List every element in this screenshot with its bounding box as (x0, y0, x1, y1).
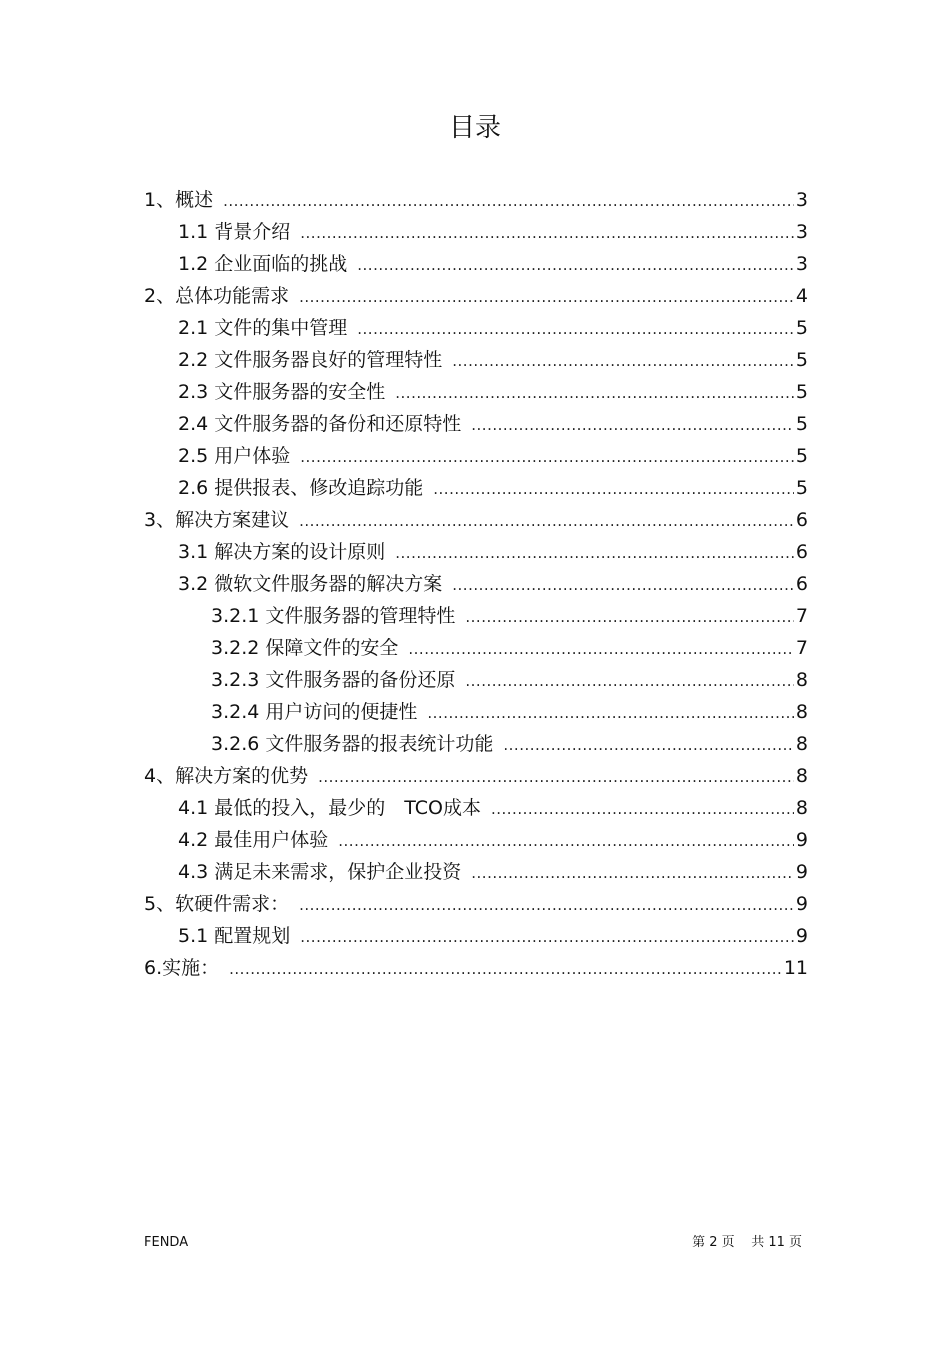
page-title: 目录 (448, 113, 501, 143)
toc-dot-leader (299, 281, 794, 313)
toc-dot-leader (465, 665, 794, 697)
toc-dot-leader (300, 441, 794, 473)
toc-entry-label: 5.1 配置规划 (178, 925, 291, 947)
toc-entry-label: 3.1 解决方案的设计原则 (178, 541, 386, 563)
toc-entry[interactable] (144, 216, 808, 248)
toc-entry-page: 9 (795, 925, 808, 947)
toc-dot-leader (491, 793, 794, 825)
toc-dot-leader (465, 601, 794, 633)
toc-entry[interactable] (144, 408, 808, 440)
toc-entry-label: 3、解决方案建议 (144, 509, 290, 531)
toc-entry-label: 1.1 背景介绍 (178, 221, 291, 243)
toc-entry[interactable] (144, 792, 808, 824)
toc-entry[interactable] (144, 440, 808, 472)
toc-entry-page: 5 (795, 413, 808, 435)
toc-entry-page: 5 (795, 445, 808, 467)
toc-entry-label: 1.2 企业面临的挑战 (178, 253, 348, 275)
toc-entry[interactable] (144, 760, 808, 792)
toc-entry-label: 2、总体功能需求 (144, 285, 290, 307)
toc-entry[interactable] (144, 376, 808, 408)
toc-entry-page: 9 (795, 829, 808, 851)
toc-dot-leader (452, 569, 794, 601)
toc-entry-page: 8 (795, 669, 808, 691)
toc-dot-leader (338, 825, 794, 857)
toc-entry-label: 4.2 最佳用户体验 (178, 829, 329, 851)
toc-entry-page: 8 (795, 765, 808, 787)
toc-dot-leader (357, 313, 794, 345)
toc-entry[interactable] (144, 952, 808, 984)
toc-dot-leader (395, 377, 794, 409)
toc-entry-page: 5 (795, 477, 808, 499)
toc-entry-label: 3.2.1 文件服务器的管理特性 (211, 605, 456, 627)
toc-entry-label: 2.1 文件的集中管理 (178, 317, 348, 339)
table-of-contents (144, 184, 808, 984)
toc-dot-leader (318, 761, 794, 793)
toc-entry-page: 4 (795, 285, 808, 307)
toc-entry-page: 5 (795, 381, 808, 403)
toc-dot-leader (357, 249, 794, 281)
toc-entry[interactable] (144, 728, 808, 760)
toc-entry-page: 9 (795, 861, 808, 883)
toc-entry-page: 7 (795, 605, 808, 627)
toc-entry-label: 3.2.4 用户访问的便捷性 (211, 701, 418, 723)
toc-dot-leader (300, 217, 794, 249)
toc-entry-page: 3 (795, 253, 808, 275)
toc-entry[interactable] (144, 536, 808, 568)
toc-entry-label: 4、解决方案的优势 (144, 765, 309, 787)
toc-dot-leader (427, 697, 794, 729)
toc-dot-leader (503, 729, 794, 761)
toc-dot-leader (299, 505, 794, 537)
toc-entry-page: 6 (795, 573, 808, 595)
toc-entry-label: 1、概述 (144, 189, 214, 211)
toc-entry-page: 7 (795, 637, 808, 659)
toc-dot-leader (300, 921, 794, 953)
toc-entry-label: 2.4 文件服务器的备份和还原特性 (178, 413, 462, 435)
toc-entry-label: 2.3 文件服务器的安全性 (178, 381, 386, 403)
toc-entry[interactable] (144, 568, 808, 600)
toc-entry[interactable] (144, 248, 808, 280)
toc-entry-page: 8 (795, 797, 808, 819)
toc-dot-leader (471, 857, 794, 889)
toc-entry-page: 5 (795, 349, 808, 371)
toc-entry-page: 6 (795, 509, 808, 531)
toc-entry-label: 2.5 用户体验 (178, 445, 291, 467)
toc-entry-label: 4.3 满足未来需求，保护企业投资 (178, 861, 462, 883)
toc-entry[interactable] (144, 696, 808, 728)
toc-entry-label: 3.2.3 文件服务器的备份还原 (211, 669, 456, 691)
toc-entry[interactable] (144, 504, 808, 536)
toc-dot-leader (395, 537, 794, 569)
toc-entry[interactable] (144, 280, 808, 312)
toc-entry[interactable] (144, 312, 808, 344)
toc-dot-leader (223, 185, 794, 217)
footer-page-info: 第 2 页 共 11 页 (692, 1235, 802, 1250)
toc-dot-leader (471, 409, 794, 441)
toc-entry-page: 3 (795, 221, 808, 243)
toc-dot-leader (452, 345, 794, 377)
toc-entry[interactable] (144, 184, 808, 216)
toc-entry-label: 3.2.6 文件服务器的报表统计功能 (211, 733, 494, 755)
toc-entry[interactable] (144, 600, 808, 632)
toc-entry[interactable] (144, 856, 808, 888)
toc-entry-page: 8 (795, 733, 808, 755)
toc-entry[interactable] (144, 888, 808, 920)
toc-entry-label: 2.6 提供报表、修改追踪功能 (178, 477, 424, 499)
toc-entry-page: 11 (783, 957, 808, 979)
toc-dot-leader (408, 633, 794, 665)
toc-dot-leader (229, 953, 782, 985)
toc-entry[interactable] (144, 920, 808, 952)
toc-entry[interactable] (144, 664, 808, 696)
toc-entry-page: 8 (795, 701, 808, 723)
toc-entry-label: 5、软硬件需求： (144, 893, 290, 915)
toc-entry-label: 6.实施： (144, 957, 220, 979)
toc-entry[interactable] (144, 344, 808, 376)
footer-company: FENDA (144, 1235, 189, 1250)
toc-entry-page: 6 (795, 541, 808, 563)
toc-entry-page: 9 (795, 893, 808, 915)
toc-entry[interactable] (144, 824, 808, 856)
toc-dot-leader (433, 473, 794, 505)
toc-entry-label: 4.1 最低的投入，最少的 TCO成本 (178, 797, 481, 819)
toc-entry[interactable] (144, 632, 808, 664)
toc-entry[interactable] (144, 472, 808, 504)
toc-entry-page: 3 (795, 189, 808, 211)
toc-entry-page: 5 (795, 317, 808, 339)
toc-entry-label: 2.2 文件服务器良好的管理特性 (178, 349, 443, 371)
toc-entry-label: 3.2 微软文件服务器的解决方案 (178, 573, 443, 595)
toc-dot-leader (299, 889, 794, 921)
toc-entry-label: 3.2.2 保障文件的安全 (211, 637, 399, 659)
